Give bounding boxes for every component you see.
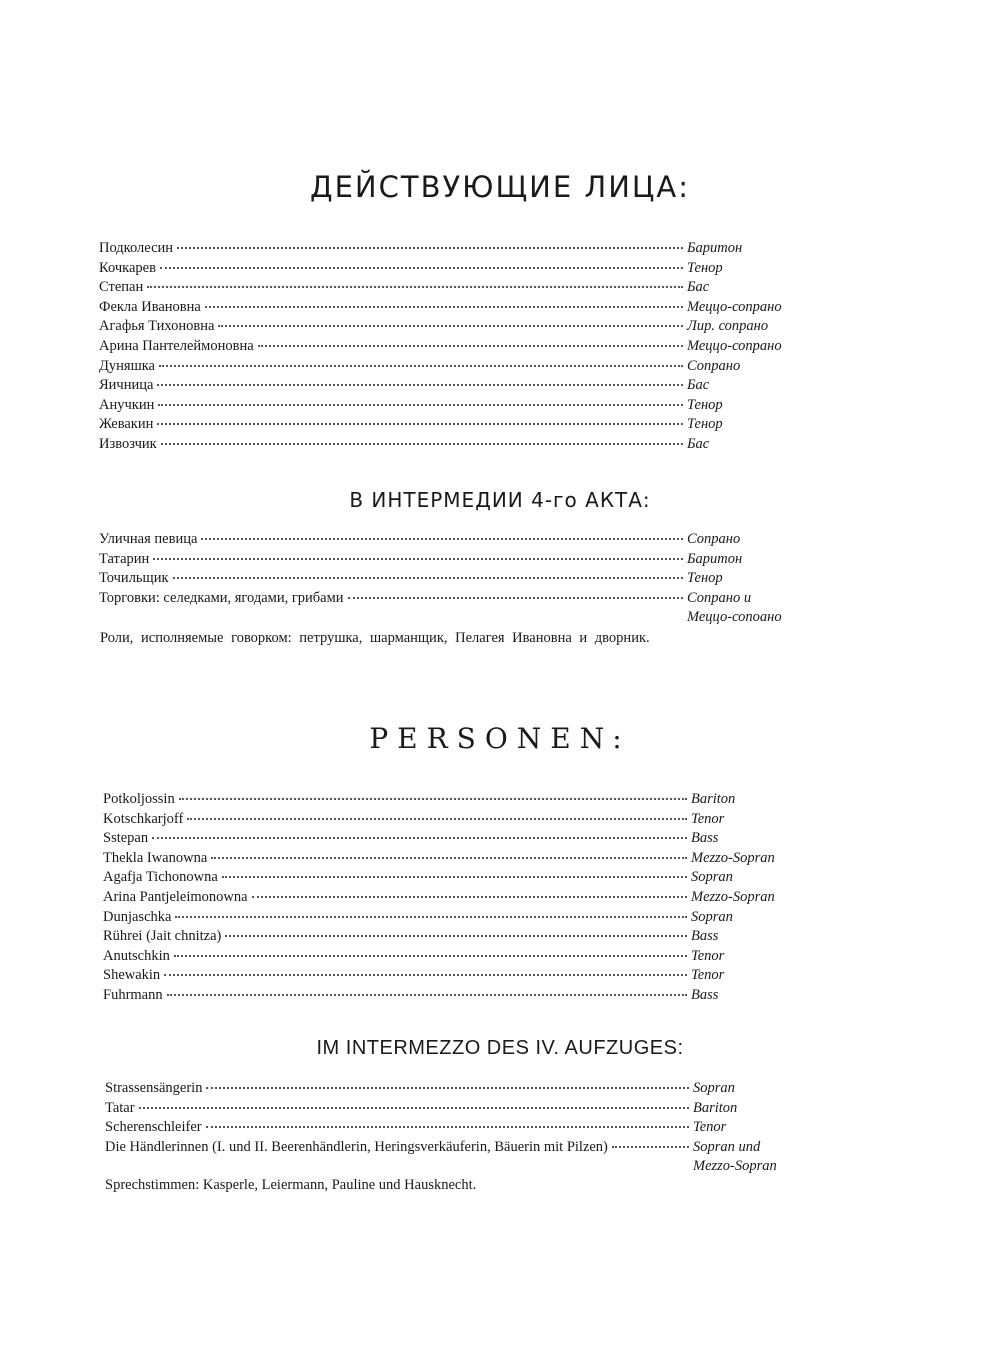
character-name: Agafja Tichonowna: [103, 869, 218, 886]
dot-leader: [159, 365, 683, 367]
dot-leader: [157, 384, 683, 386]
voice-type: Сопрано: [687, 531, 741, 547]
character-name: Rührei (Jait chnitza): [103, 928, 222, 945]
dot-leader: [160, 267, 683, 269]
cast-row: [99, 551, 799, 571]
character-name: Арина Пантелеймоновна: [99, 337, 254, 354]
dot-leader: [177, 247, 683, 249]
cast-row: [103, 830, 803, 850]
character-name: Фекла Ивановна: [99, 298, 201, 315]
voice-type: Bariton: [693, 1099, 738, 1116]
character-name: Жевакин: [99, 416, 154, 433]
dot-leader: [258, 345, 683, 347]
dot-leader: [187, 818, 687, 820]
voice-type: Bass: [691, 928, 719, 945]
voice-type: Сопрано: [687, 357, 741, 374]
character-name: Die Händlerinnen (I. und II. Beerenhändlerin, Heringsverkäuferin, Bäuerin mit Pilzen): [105, 1138, 608, 1155]
dot-leader: [161, 443, 683, 445]
voice-type: Mezzo-Sopran: [691, 849, 775, 866]
dot-leader: [612, 1146, 689, 1148]
dot-leader: [211, 857, 687, 859]
cast-row: [99, 397, 799, 417]
character-name: Thekla Iwanowna: [103, 849, 208, 866]
dot-leader: [174, 955, 687, 957]
voice-type: Sopran: [691, 908, 733, 925]
character-name: Sstepan: [103, 830, 149, 847]
cast-row: [105, 1119, 805, 1139]
voice-type: Тенор: [687, 259, 723, 276]
russian-cast-list: [99, 240, 799, 456]
voice-type: Tenor: [691, 810, 725, 827]
cast-row: [103, 909, 803, 929]
cast-row: [99, 338, 799, 358]
cast-row: [103, 791, 803, 811]
voice-type: Бас: [687, 435, 710, 452]
german-intermezzo-continuation-line: [105, 1158, 805, 1178]
cast-row: [103, 850, 803, 870]
voice-type: Bass: [691, 830, 719, 847]
russian-intermezzo-continuation: Меццо-сопоано: [687, 609, 782, 625]
dot-leader: [206, 1126, 689, 1128]
voice-type: Bass: [691, 986, 719, 1003]
voice-type: Tenor: [693, 1119, 727, 1136]
voice-type: Тенор: [687, 396, 723, 413]
voice-type: Tenor: [691, 947, 725, 964]
dot-leader: [179, 798, 687, 800]
german-cast-list: [103, 791, 803, 1007]
german-cast-title: PERSONEN:: [369, 722, 631, 755]
dot-leader: [147, 286, 683, 288]
voice-type: Bariton: [691, 791, 736, 807]
cast-row: [99, 260, 799, 280]
russian-cast-title: ДЕЙСТВУЮЩИЕ ЛИЦА:: [309, 170, 691, 204]
character-name: Торговки: селедками, ягодами, грибами: [99, 589, 344, 606]
voice-type: Sopran und: [693, 1138, 761, 1155]
cast-row: [103, 967, 803, 987]
cast-row: [105, 1100, 805, 1120]
cast-row: [99, 358, 799, 378]
voice-type: Sopran: [691, 869, 733, 886]
dot-leader: [173, 577, 683, 579]
character-name: Kotschkarjoff: [103, 810, 184, 827]
russian-intermezzo-title: В ИНТЕРМЕДИИ 4-го АКТА:: [349, 488, 651, 512]
cast-row: [103, 869, 803, 889]
dot-leader: [152, 837, 687, 839]
dot-leader: [252, 896, 687, 898]
character-name: Точильщик: [99, 570, 169, 587]
cast-row: [105, 1080, 805, 1100]
character-name: Arina Pantjeleimonowna: [103, 888, 248, 905]
cast-row: [103, 928, 803, 948]
character-name: Дуняшка: [99, 357, 155, 374]
character-name: Подколесин: [99, 240, 174, 256]
dot-leader: [222, 876, 687, 878]
voice-type: Бас: [687, 377, 710, 394]
character-name: Агафья Тихоновна: [99, 318, 215, 335]
voice-type: Сопрано и: [687, 589, 752, 606]
voice-type: Sopran: [693, 1080, 735, 1096]
character-name: Кочкарев: [99, 259, 156, 276]
dot-leader: [205, 306, 683, 308]
cast-row: [103, 889, 803, 909]
cast-row: [99, 436, 799, 456]
cast-row: [99, 416, 799, 436]
character-name: Dunjaschka: [103, 908, 172, 925]
character-name: Anutschkin: [103, 947, 170, 964]
voice-type: Баритон: [687, 550, 743, 567]
character-name: Tatar: [105, 1099, 135, 1116]
dot-leader: [167, 994, 687, 996]
voice-type: Mezzo-Sopran: [691, 888, 775, 905]
dot-leader: [225, 935, 687, 937]
character-name: Анучкин: [99, 396, 155, 413]
cast-row: [99, 590, 799, 610]
dot-leader: [218, 325, 683, 327]
character-name: Татарин: [99, 550, 150, 567]
character-name: Fuhrmann: [103, 986, 163, 1003]
dot-leader: [348, 597, 683, 599]
cast-row: [99, 531, 799, 551]
character-name: Степан: [99, 279, 144, 296]
cast-row: [103, 811, 803, 831]
dot-leader: [206, 1087, 689, 1089]
cast-row: [99, 279, 799, 299]
cast-row: [105, 1139, 805, 1159]
voice-type: Тенор: [687, 570, 723, 587]
dot-leader: [139, 1107, 689, 1109]
cast-row: [99, 570, 799, 590]
voice-type: Меццо-сопрано: [687, 298, 782, 315]
dot-leader: [164, 974, 687, 976]
german-intermezzo-continuation: Mezzo-Sopran: [693, 1158, 777, 1174]
voice-type: Баритон: [687, 240, 743, 256]
cast-row: [99, 299, 799, 319]
dot-leader: [175, 916, 687, 918]
cast-row: [103, 948, 803, 968]
german-intermezzo-title: IM INTERMEZZO DES IV. AUFZUGES:: [316, 1037, 684, 1059]
dot-leader: [201, 538, 683, 540]
dot-leader: [158, 404, 683, 406]
voice-type: Бас: [687, 279, 710, 296]
character-name: Уличная певица: [99, 531, 198, 547]
dot-leader: [157, 423, 683, 425]
cast-row: [103, 987, 803, 1007]
russian-intermezzo-list: [99, 531, 799, 609]
voice-type: Tenor: [691, 967, 725, 984]
character-name: Strassensängerin: [105, 1080, 203, 1096]
voice-type: Лир. сопрано: [687, 318, 769, 335]
voice-type: Тенор: [687, 416, 723, 433]
cast-row: [99, 318, 799, 338]
cast-row: [99, 377, 799, 397]
german-intermezzo-list: [105, 1080, 805, 1158]
voice-type: Меццо-сопрано: [687, 337, 782, 354]
russian-speaking-roles-note: Роли, исполняемые говорком: петрушка, шарманщик, Пелагея Ивановна и дворник.: [100, 630, 650, 646]
character-name: Яичница: [99, 377, 154, 394]
german-speaking-roles-note: Sprechstimmen: Kasperle, Leiermann, Pauline und Hausknecht.: [105, 1177, 477, 1193]
russian-intermezzo-continuation-line: [99, 609, 799, 629]
character-name: Извозчик: [99, 435, 157, 452]
character-name: Scherenschleifer: [105, 1119, 202, 1136]
dot-leader: [153, 558, 683, 560]
character-name: Shewakin: [103, 967, 161, 984]
character-name: Potkoljossin: [103, 791, 175, 807]
cast-row: [99, 240, 799, 260]
